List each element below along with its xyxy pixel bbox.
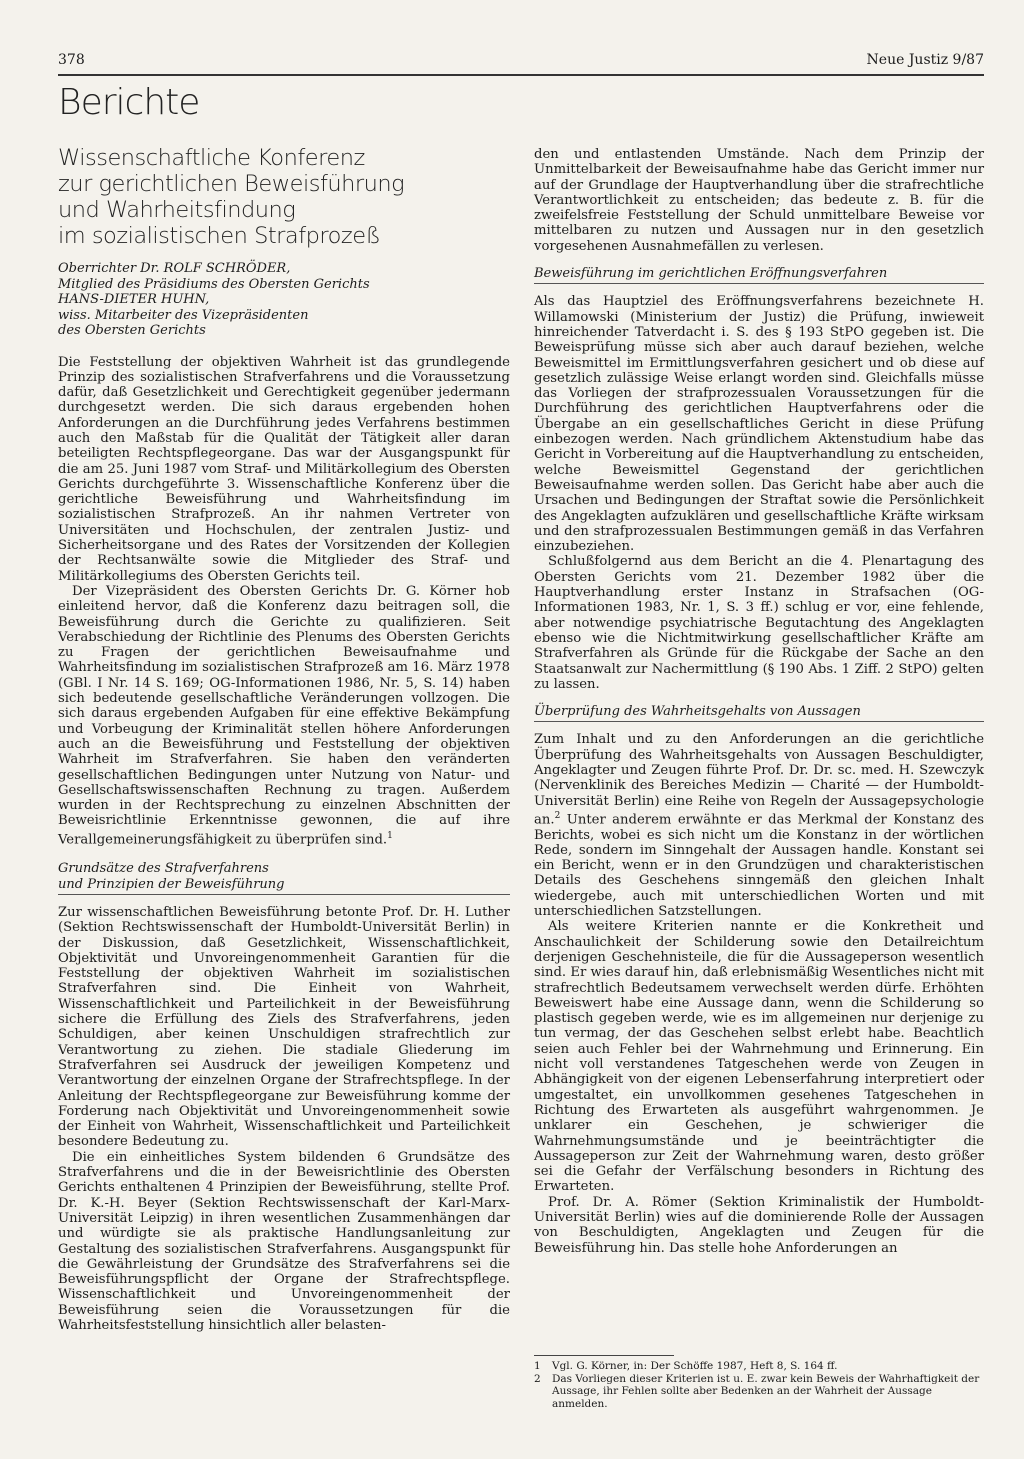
- paragraph: Die Feststellung der objektiven Wahrheit ist das grundlegende Prinzip des sozialistischen Strafverfahrens und die Voraussetzung dafür, daß Gesetzlichkeit und Gerechtigkeit gegenüber jedermann durchgesetzt werden. Die sich daraus ergebenden hohen Anforderungen an die Durchführung jedes Verfahrens bestimmen auch den Maßstab für die Qualität der Tätigkeit aller daran beteiligten Rechtspflegeorgane. Das war der Ausgangspunkt für die am 25. Juni 1987 vom Straf- und Militärkollegium des Obersten Gerichts durchgeführte 3. Wissenschaftliche Konferenz über die gerichtliche Beweisführung und Wahrheitsfindung im sozialistischen Strafprozeß. An ihr nahmen Vertreter von Universitäten und Hochschulen, der zentralen Justiz- und Sicherheitsorgane und des Rates der Vorsitzenden der Kollegien der Rechtsanwälte sowie die Mitglieder des Straf- und Militärkollegiums des Obersten Gerichts teil.: [58, 354, 510, 584]
- paragraph: Als weitere Kriterien nannte er die Konkretheit und Anschaulichkeit der Schilderung sowie den Detailreichtum derjenigen Geschehnisteile, die für die Aussageperson wesentlich sind. Er wies darauf hin, daß erlebnismäßig Wesentliches nicht mit strafrechtlich Bedeutsamem verwechselt werden dürfe. Erhöhten Beweiswert habe eine Aussage dann, wenn die Schilderung so plastisch gegeben werde, wie es im allgemeinen nur derjenige zu tun vermag, der das Geschehen selbst erlebt habe. Beachtlich seien auch Fehler bei der Wahrnehmung und Erinnerung. Ein nicht voll verstandenes Tatgeschehen werde von Zeugen in Abhängigkeit von der eigenen Lebenserfahrung interpretiert oder umgestaltet, ein unvollkommen gesehenes Tatgeschehen in Richtung des Erwarteten als ausgeführt wahrgenommen. Je unklarer ein Geschehen, je schwieriger die Wahrnehmungsumstände und je beeinträchtigter die Aussageperson zur Zeit der Wahrnehmung waren, desto größer sei die Gefahr der Verfälschung besonders in Richtung des Erwarteten.: [534, 919, 984, 1195]
- author-line: wiss. Mitarbeiter des Vizepräsidenten: [58, 307, 309, 323]
- right-column: [534, 147, 984, 1256]
- footnote-text: Vgl. G. Körner, in: Der Schöffe 1987, Heft 8, S. 164 ff.: [552, 1360, 838, 1372]
- paragraph: [534, 732, 984, 919]
- footnote-mark[interactable]: 2: [554, 810, 561, 821]
- paragraph-text: Zum Inhalt und zu den Anforderungen an die gerichtliche Überprüfung des Wahrheitsgehalts von Aussagen Beschuldigter, Angeklagter und Zeugen führte Prof. Dr. Dr. sc. med. H. Szewczyk (Nervenklinik des Bereiches Medizin — Charité — der Humboldt-Universität Berlin) eine Reihe von Regeln der Aussagepsychologie an.: [534, 732, 984, 828]
- subheading-line: Grundsätze des Strafverfahrens: [58, 861, 269, 877]
- subheading-line: und Prinzipien der Beweisführung: [58, 876, 285, 892]
- author-line: des Obersten Gerichts: [58, 323, 206, 338]
- page-header: [58, 52, 984, 72]
- title-line: im sozialistischen Strafprozeß: [58, 223, 381, 249]
- paragraph: Die ein einheitliches System bildenden 6 Grundsätze des Strafverfahrens und die in der Beweisrichtlinie des Obersten Gerichts enthaltenen 4 Prinzipien der Beweisführung, stellte Prof. Dr. K.-H. Beyer (Sektion Rechtswissenschaft der Karl-Marx-Universität Leipzig) in ihren wesentlichen Zusammenhängen dar und würdigte sie als praktische Handlungsanleitung zur Gestaltung des sozialistischen Strafverfahrens. Ausgangspunkt für die Gewährleistung der Grundsätze des Strafverfahrens sei die Beweisführungspflicht der Organe der Strafrechtspflege. Wissenschaftlichkeit und Unvoreingenommenheit der Beweisführung seien die Voraussetzungen für die Wahrheitsfeststellung hinsichtlich aller belasten-: [58, 1149, 510, 1333]
- subheading: [58, 861, 510, 895]
- section-title: Berichte: [58, 82, 200, 123]
- subheading: Überprüfung des Wahrheitsgehalts von Aussagen: [534, 704, 984, 722]
- footnote: [534, 1360, 984, 1373]
- author-line: Mitglied des Präsidiums des Obersten Gerichts: [58, 276, 370, 292]
- paragraph: Zur wissenschaftlichen Beweisführung betonte Prof. Dr. H. Luther (Sektion Rechtswissenschaft der Humboldt-Universität Berlin) in der Diskussion, daß Gesetzlichkeit, Wissenschaftlichkeit, Objektivität und Unvoreingenommenheit Garantien für die Feststellung der objektiven Wahrheit im sozialistischen Strafverfahren sind. Die Einheit von Wahrheit, Wissenschaftlichkeit und Parteilichkeit in der Beweisführung sichere die Erfüllung des Ziels des Strafverfahrens, jeden Schuldigen, aber keinen Unschuldigen strafrechtlich zur Verantwortung zu ziehen. Die stadiale Gliederung im Strafverfahren sei Ausdruck der jeweiligen Kompetenz und Verantwortung der einzelnen Organe der Strafrechtspflege. In der Anleitung der Rechtspflegeorgane zur Beweisführung komme der Forderung nach Objektivität und Unvoreingenommenheit sowie der Einheit von Wahrheit, Wissenschaftlichkeit und Parteilichkeit besondere Bedeutung zu.: [58, 904, 510, 1150]
- paragraph-text: Unter anderem erwähnte er das Merkmal der Konstanz des Berichts, wobei es sich nicht um die Konstanz in der wörtlichen Rede, sondern im Sinngehalt der Aussagen handle. Konstant sei ein Bericht, wenn er in den Grundzügen und charakteristischen Details des Geschehens sinngemäß den gleichen Inhalt wiedergebe, auch mit unterschiedlichen Worten und mit unterschiedlichen Satzstellungen.: [534, 812, 984, 920]
- author-line: HANS-DIETER HUHN,: [58, 292, 210, 307]
- title-line: zur gerichtlichen Beweisführung: [58, 171, 405, 197]
- paragraph: den und entlastenden Umstände. Nach dem Prinzip der Unmittelbarkeit der Beweisaufnahme habe das Gericht immer nur auf der Grundlage der Hauptverhandlung über die strafrechtliche Verantwortlichkeit zu entscheiden; das bedeute z. B. für die zweifelsfreie Feststellung der Schuld unmittelbare Beweise vor mittelbaren zu nutzen und Aussagen nur in den gesetzlich vorgesehenen Ausnahmefällen zu verlesen.: [534, 147, 984, 254]
- journal-issue: Neue Justiz 9/87: [866, 52, 984, 68]
- left-column: [58, 145, 510, 1333]
- title-line: Wissenschaftliche Konferenz: [58, 145, 365, 171]
- page-number: 378: [58, 52, 85, 68]
- title-line: und Wahrheitsfindung: [58, 197, 296, 223]
- footnote-text: Das Vorliegen dieser Kriterien ist u. E. zwar kein Beweis der Wahrhaftigkeit der Aussage, ihr Fehlen sollte aber Bedenken an der Wahrheit der Aussage anmelden.: [552, 1372, 980, 1410]
- footnote-rule: [534, 1355, 674, 1356]
- footnote-number: 2: [534, 1372, 541, 1385]
- author-line: Oberrichter Dr. ROLF SCHRÖDER,: [58, 261, 291, 276]
- paragraph: Schlußfolgernd aus dem Bericht an die 4. Plenartagung des Obersten Gerichts vom 21. Dezember 1982 über die Hauptverhandlung erster Instanz in Strafsachen (OG-Informationen 1983, Nr. 1, S. 3 ff.) schlug er vor, eine fehlende, aber notwendige psychiatrische Begutachtung des Angeklagten ebenso wie die Nichtmitwirkung gesellschaftlicher Kräfte am Strafverfahren als Gründe für die Rückgabe der Sache an den Staatsanwalt zur Nachermittlung (§ 190 Abs. 1 Ziff. 2 StPO) gelten zu lassen.: [534, 554, 984, 692]
- article-title: [58, 145, 510, 249]
- header-rule: [58, 74, 984, 76]
- paragraph-text: Der Vizepräsident des Obersten Gerichts Dr. G. Körner hob einleitend hervor, daß die Konferenz dazu beitragen soll, die Beweisführung durch die Gerichte zu qualifizieren. Seit Verabschiedung der Richtlinie des Plenums des Obersten Gerichts zu Fragen der gerichtlichen Beweisaufnahme und Wahrheitsfindung im sozialistischen Strafprozeß am 16. März 1978 (GBl. I Nr. 14 S. 169; OG-Informationen 1986, Nr. 5, S. 14) haben sich bedeutende gesellschaftliche Veränderungen vollzogen. Die sich daraus ergebenden Aufgaben für eine effektive Bekämpfung und Vorbeugung der Kriminalität stellen höhere Anforderungen auch an die Beweisführung und Feststellung der objektiven Wahrheit im Strafverfahren. Sie haben den veränderten gesellschaftlichen Bedingungen unter Nutzung von Natur- und Gesellschaftswissenschaften Rechnung zu tragen. Außerdem wurden in der Rechtsprechung zu einzelnen Abschnitten der Beweisrichtlinie Erkenntnisse gewonnen, die auf ihre Verallgemeinerungsfähigkeit zu überprüfen sind.: [58, 583, 510, 848]
- paragraph: Prof. Dr. A. Römer (Sektion Kriminalistik der Humboldt-Universität Berlin) wies auf die dominierende Rolle der Aussagen von Beschuldigten, Angeklagten und Zeugen für die Beweisführung hin. Das stelle hohe Anforderungen an: [534, 1194, 984, 1256]
- footnote: [534, 1373, 984, 1411]
- paragraph: Als das Hauptziel des Eröffnungsverfahrens bezeichnete H. Willamowski (Ministerium der Justiz) die Prüfung, inwieweit hinreichender Tatverdacht i. S. des § 193 StPO gegeben ist. Die Beweisprüfung müsse sich aber auch darauf beziehen, welche Beweismittel im Ermittlungsverfahren gesichert und ob diese auf gesetzlich zulässige Weise erlangt worden sind. Gleichfalls müsse das Vorliegen der strafprozessualen Voraussetzungen für die Durchführung des gerichtlichen Hauptverfahrens oder die Übergabe an ein gesellschaftliches Gericht in diese Prüfung einbezogen werden. Nach gründlichem Aktenstudium habe das Gericht in Vorbereitung auf die Hauptverhandlung zu entscheiden, welche Beweismittel Gegenstand der gerichtlichen Beweisaufnahme werden sollen. Das Gericht habe aber auch die Ursachen und Bedingungen der Straftat sowie die Persönlichkeit des Angeklagten aufzuklären und gesellschaftliche Kräfte wirksam und den strafprozessualen Bestimmungen gemäß in das Verfahren einzubeziehen.: [534, 294, 984, 555]
- footnote-mark[interactable]: 1: [387, 830, 393, 841]
- paragraph: [58, 584, 510, 847]
- footnote-number: 1: [534, 1360, 541, 1372]
- author-block: [58, 261, 510, 339]
- subheading: Beweisführung im gerichtlichen Eröffnungsverfahren: [534, 266, 984, 284]
- footnotes: [534, 1355, 984, 1410]
